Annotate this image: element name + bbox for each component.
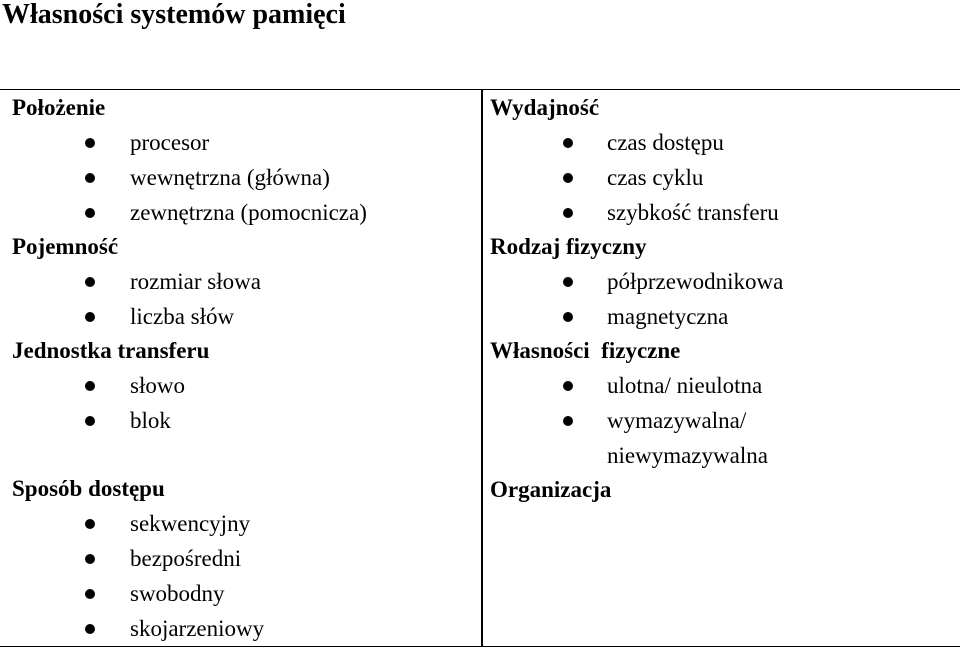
section-rodzaj-fizyczny [490, 230, 950, 334]
list-item [12, 611, 472, 646]
bullet-icon [85, 519, 95, 529]
section-heading: Jednostka transferu [12, 338, 210, 363]
list-item-label: czas cyklu [607, 165, 704, 190]
list-item-label: zewnętrzna (pomocnicza) [130, 200, 367, 225]
list-item-label: blok [130, 408, 171, 433]
bullet-icon [85, 554, 95, 564]
section-pojemnosc [12, 230, 472, 334]
list-item-label: sekwencyjny [130, 511, 251, 536]
bullet-icon [85, 208, 95, 218]
section-heading: Sposób dostępu [12, 476, 165, 501]
section-wydajnosc [490, 91, 950, 230]
list-item [490, 403, 950, 473]
bullet-icon [85, 589, 95, 599]
list-item-label: bezpośredni [130, 546, 242, 571]
section-jednostka-transferu [12, 334, 472, 438]
list-item-label: słowo [130, 373, 185, 398]
section-heading: Własności fizyczne [490, 338, 681, 363]
column-divider [481, 89, 483, 647]
section-polozenie [12, 91, 472, 230]
list-item [12, 403, 472, 438]
list-item [12, 160, 472, 195]
list-item [490, 368, 950, 403]
list-item [12, 368, 472, 403]
bullet-icon [85, 138, 95, 148]
list-item-label: swobodny [130, 581, 225, 606]
list-item-label: czas dostępu [607, 130, 724, 155]
spacer [12, 438, 472, 472]
list-item [12, 264, 472, 299]
list-item [12, 506, 472, 541]
list-item-label: liczba słów [130, 304, 235, 329]
list-item-label: magnetyczna [607, 304, 729, 329]
list-item-label: ulotna/ nieulotna [607, 373, 763, 398]
list-item [490, 299, 950, 334]
left-column [12, 91, 472, 646]
list-item-label: półprzewodnikowa [607, 269, 784, 294]
section-heading: Wydajność [490, 95, 600, 120]
bullet-icon [563, 138, 573, 148]
list-item [12, 576, 472, 611]
list-item [12, 541, 472, 576]
list-item-label: procesor [130, 130, 210, 155]
bullet-icon [85, 416, 95, 426]
bullet-icon [85, 312, 95, 322]
bullet-icon [563, 381, 573, 391]
section-sposob-dostepu [12, 472, 472, 646]
bullet-icon [563, 173, 573, 183]
bullet-icon [85, 277, 95, 287]
list-item-label: wymazywalna/ [607, 408, 747, 433]
section-heading: Pojemność [12, 234, 119, 259]
right-column [490, 91, 950, 507]
section-heading: Organizacja [490, 477, 612, 502]
section-organizacja [490, 473, 950, 507]
bullet-icon [85, 624, 95, 634]
bullet-icon [563, 208, 573, 218]
bullet-icon [563, 416, 573, 426]
list-item-label-continuation: niewymazywalna [607, 443, 768, 468]
list-item-label: wewnętrzna (główna) [130, 165, 330, 190]
list-item [12, 299, 472, 334]
list-item [12, 195, 472, 230]
list-item [490, 125, 950, 160]
list-item-label: szybkość transferu [607, 200, 779, 225]
list-item-label: skojarzeniowy [130, 616, 265, 641]
page-title: Własności systemów pamięci [2, 0, 346, 30]
bullet-icon [563, 312, 573, 322]
list-item-label: rozmiar słowa [130, 269, 261, 294]
list-item [490, 160, 950, 195]
bullet-icon [85, 173, 95, 183]
list-item [490, 195, 950, 230]
bullet-icon [563, 277, 573, 287]
bullet-icon [85, 381, 95, 391]
section-wlasnosci-fizyczne [490, 334, 950, 473]
list-item [12, 125, 472, 160]
section-heading: Położenie [12, 95, 106, 120]
list-item [490, 264, 950, 299]
section-heading: Rodzaj fizyczny [490, 234, 647, 259]
